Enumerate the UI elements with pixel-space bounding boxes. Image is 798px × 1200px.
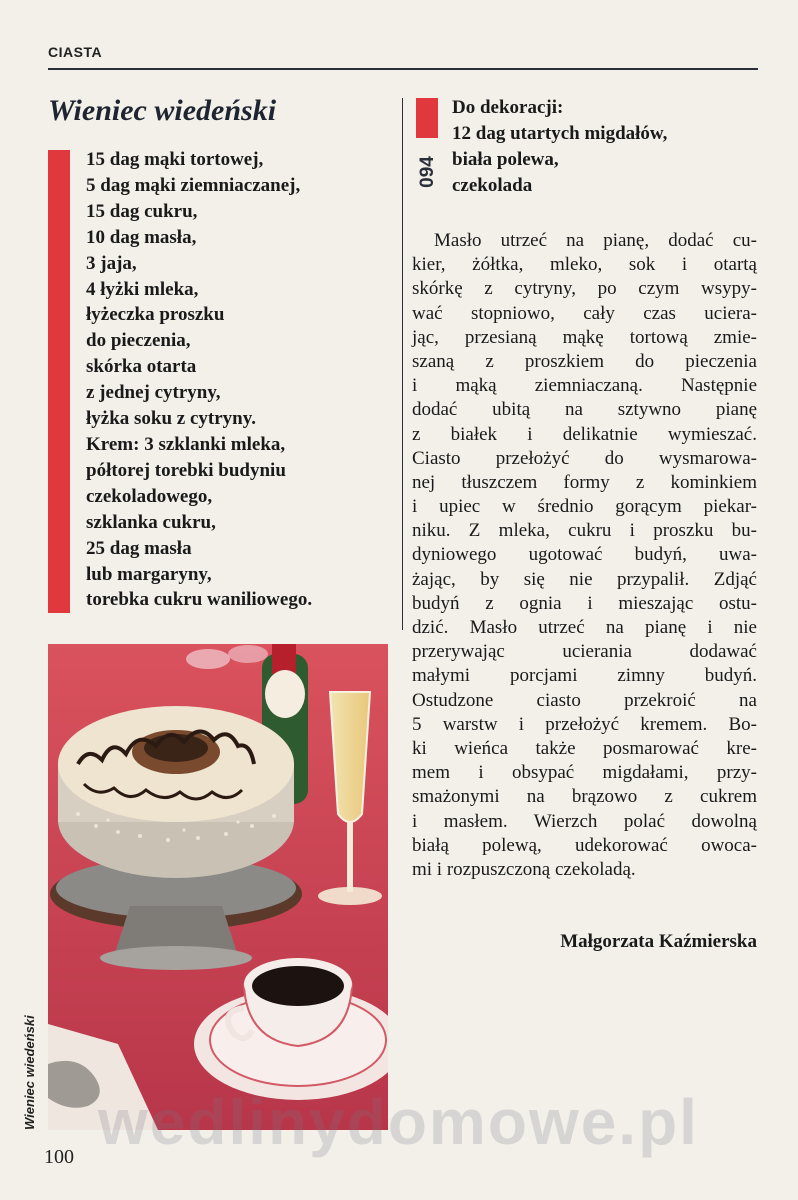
ingredient-item: torebka cukru waniliowego. xyxy=(86,589,313,611)
ingredient-item: Krem: 3 szklanki mleka, xyxy=(86,433,286,455)
recipe-author: Małgorzata Kaźmierska xyxy=(560,931,757,952)
method-line: małymi porcjami zimny budyń. xyxy=(412,665,757,687)
method-line: żając, by się nie przypalił. Zdjąć xyxy=(412,568,757,590)
method-line: wać stopniowo, cały czas ucierа- xyxy=(412,302,757,324)
method-line: dzić. Masło utrzeć na pianę i nie xyxy=(412,617,757,638)
ingredient-item: łyżeczka proszku xyxy=(86,304,225,326)
column-divider xyxy=(402,98,403,630)
decoration-item: 12 dag utartych migdałów, xyxy=(452,123,668,144)
cake-photo-illustration xyxy=(48,644,388,1130)
decoration-list xyxy=(452,95,752,199)
ingredient-item: skórka otarta xyxy=(86,356,197,378)
ingredient-item: półtorej torebki budyniu xyxy=(86,459,286,481)
method-line: ki wieńca także posmarować kre- xyxy=(412,737,757,759)
accent-bar-ingredients xyxy=(48,150,70,613)
method-line: przerywając ucierania dodawać xyxy=(412,641,757,663)
method-line: Masło utrzeć na pianę, dodać cu- xyxy=(434,230,757,251)
method-line: nej tłuszczem formy z kominkiem xyxy=(412,471,757,493)
accent-bar-decoration xyxy=(416,98,438,138)
ingredient-item: lub margaryny, xyxy=(86,563,212,585)
method-line: i masłem. Wierzch polać dowolną xyxy=(412,810,757,832)
method-line: mem i obsypać migdałami, przy- xyxy=(412,762,757,784)
cake-photo xyxy=(48,644,388,1130)
method-line: dodać ubitą na sztywno pianę xyxy=(412,399,757,421)
method-line: szaną z proszkiem do pieczenia xyxy=(412,350,757,372)
ingredient-item: 15 dag cukru, xyxy=(86,200,198,222)
ingredient-item: łyżka soku z cytryny. xyxy=(86,408,256,430)
ingredient-item: z jednej cytryny, xyxy=(86,382,221,404)
method-line: budyń z ognia i mieszając ostu- xyxy=(412,592,757,614)
method-line: jąc, przesianą mąkę tortową zmie- xyxy=(412,326,757,348)
decoration-item: biała polewa, xyxy=(452,149,559,170)
ingredient-item: do pieczenia, xyxy=(86,330,191,352)
ingredient-item: 4 łyżki mleka, xyxy=(86,278,199,300)
page-number: 100 xyxy=(44,1146,74,1168)
recipe-title: Wieniec wiedeński xyxy=(48,94,277,127)
method-line: i upiec w średnio gorącym piekar- xyxy=(412,496,757,518)
method-line: 5 warstw i przełożyć kremem. Bo- xyxy=(412,713,757,735)
ingredient-item: 25 dag masła xyxy=(86,537,192,559)
recipe-number-text: 094 xyxy=(417,156,439,188)
method-line: skórkę z cytryny, po czym wsypy- xyxy=(412,278,757,300)
method-line: białą polewą, udekorować owoca- xyxy=(412,834,757,856)
method-line: niku. Z mleka, cukru i proszku bu- xyxy=(412,520,757,542)
method-line: z białek i delikatnie wymieszać. xyxy=(412,423,757,445)
section-header: CIASTA xyxy=(48,44,103,60)
ingredient-item: czekoladowego, xyxy=(86,485,213,507)
recipe-number xyxy=(414,148,442,196)
method-line: kier, żółtka, mleko, sok i otartą xyxy=(412,254,757,276)
decoration-heading: Do dekoracji: xyxy=(452,97,564,118)
decoration-item: czekolada xyxy=(452,175,533,196)
ingredient-item: 5 dag mąki ziemniaczanej, xyxy=(86,174,301,196)
header-rule xyxy=(48,68,758,70)
method-line: smażonymi na brązowo z cukrem xyxy=(412,786,757,808)
side-caption-text: Wieniec wiedeński xyxy=(22,1015,37,1130)
ingredient-item: 15 dag mąki tortowej, xyxy=(86,149,264,170)
ingredients-list xyxy=(86,147,396,613)
method-text xyxy=(412,229,757,882)
method-line: Ciasto przełożyć do wysmarowa- xyxy=(412,447,757,469)
method-line: dyniowego ugotować budyń, uwa- xyxy=(412,544,757,566)
ingredient-item: szklanka cukru, xyxy=(86,511,216,533)
method-line: mi i rozpuszczoną czekoladą. xyxy=(412,858,636,880)
method-line: Ostudzone ciasto przekroić na xyxy=(412,689,757,711)
ingredient-item: 10 dag masła, xyxy=(86,226,197,248)
watermark: wedlinydomowe.pl xyxy=(98,1086,699,1158)
method-line: i mąką ziemniaczaną. Następnie xyxy=(412,375,757,397)
ingredient-item: 3 jaja, xyxy=(86,252,137,274)
